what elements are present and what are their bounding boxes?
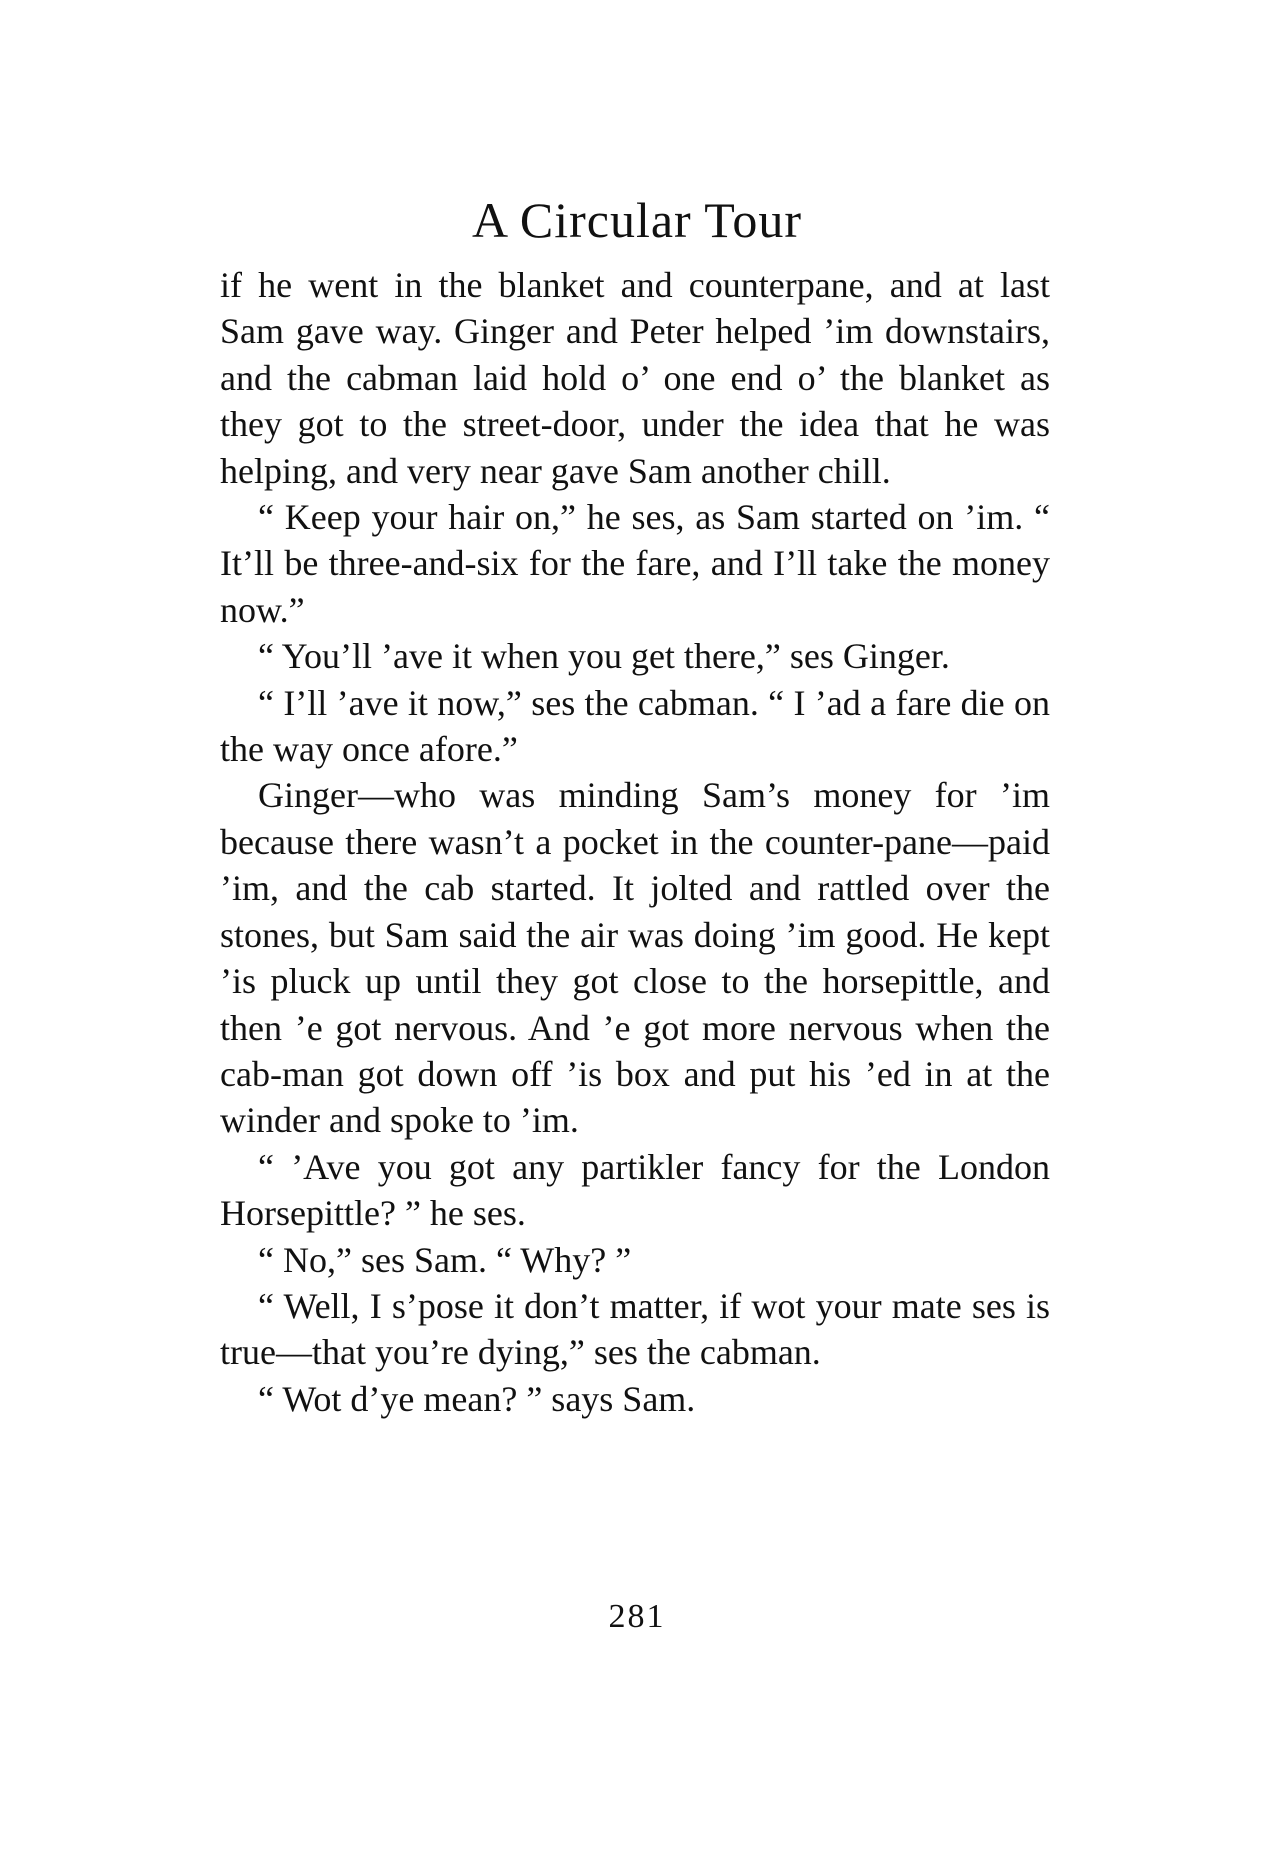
body-text — [220, 262, 1050, 1422]
paragraph: “ Well, I s’pose it don’t matter, if wot your mate ses is true—that you’re dying,” ses the cabman. — [220, 1285, 1050, 1373]
paragraph: Ginger—who was minding Sam’s money for ’im because there wasn’t a pocket in the counter-pane—paid ’im, and the cab started. It jolted and rattled over the stones, but Sam said the air was doing ’im good. He kept ’is pluck up until they got close to the horsepittle, and then ’e got nervous. And ’e got more nervous when the cab-man got down off ’is box and put his ’ed in at the winder and spoke to ’im. — [220, 775, 1050, 1141]
paragraph: “ ’Ave you got any partikler fancy for the London Horsepittle? ” he ses. — [220, 1146, 1050, 1234]
page-number: 281 — [608, 1598, 666, 1635]
paragraph: “ No,” ses Sam. “ Why? ” — [258, 1239, 632, 1280]
paragraph: if he went in the blanket and counterpane, and at last Sam gave way. Ginger and Peter helped ’im downstairs, and the cabman laid hold o’ one end o’ the blanket as they got to the street-door, under the idea that he was helping, and very near gave Sam another chill. — [220, 265, 1050, 491]
page-title: A Circular Tour — [472, 192, 802, 248]
paragraph: “ You’ll ’ave it when you get there,” ses Ginger. — [258, 636, 950, 677]
paragraph: “ Keep your hair on,” he ses, as Sam started on ’im. “ It’ll be three-and-six for the fare, and I’ll take the money now.” — [220, 497, 1050, 630]
paragraph: “ Wot d’ye mean? ” says Sam. — [258, 1378, 696, 1419]
paragraph: “ I’ll ’ave it now,” ses the cabman. “ I ’ad a fare die on the way once afore.” — [220, 682, 1050, 770]
